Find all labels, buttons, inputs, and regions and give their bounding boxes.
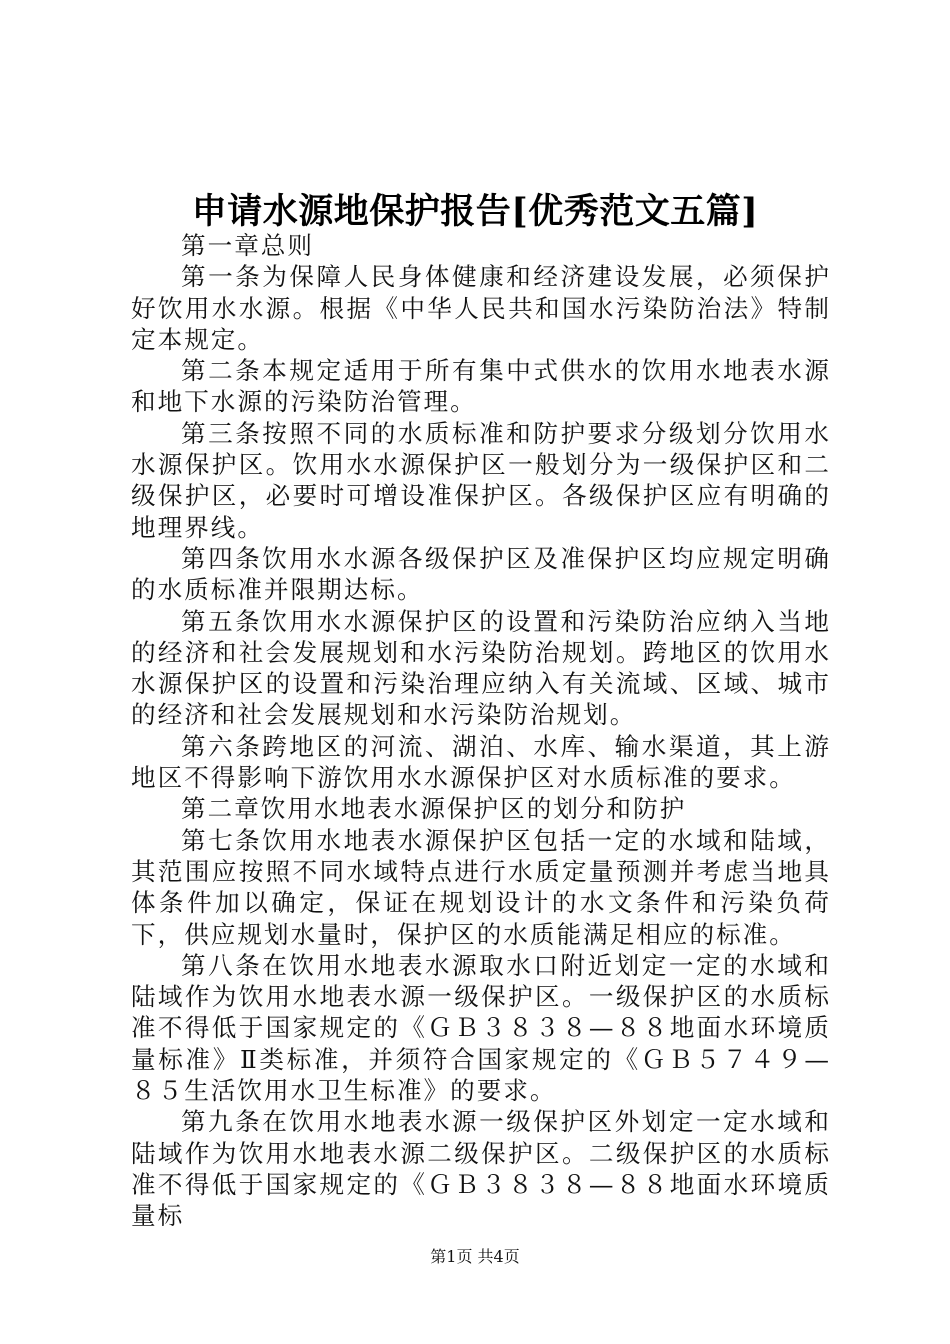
- article-paragraph: 第四条饮用水水源各级保护区及准保护区均应规定明确的水质标准并限期达标。: [131, 543, 831, 605]
- article-paragraph: 第八条在饮用水地表水源取水口附近划定一定的水域和陆域作为饮用水地表水源一级保护区。一级保护区的水质标准不得低于国家规定的《ＧＢ３８３８—８８地面水环境质量标准》Ⅱ类标准，并须符合国家规定的《ＧＢ５７４９—８５生活饮用水卫生标准》的要求。: [131, 950, 831, 1106]
- chapter-heading: 第二章饮用水地表水源保护区的划分和防护: [181, 794, 687, 824]
- article-paragraph: 第三条按照不同的水质标准和防护要求分级划分饮用水水源保护区。饮用水水源保护区一般划分为一级保护区和二级保护区，必要时可增设准保护区。各级保护区应有明确的地理界线。: [131, 418, 831, 542]
- document-body: [131, 230, 831, 1232]
- article-paragraph: 第五条饮用水水源保护区的设置和污染防治应纳入当地的经济和社会发展规划和水污染防治规划。跨地区的饮用水水源保护区的设置和污染治理应纳入有关流域、区域、城市的经济和社会发展规划和水污染防治规划。: [131, 606, 831, 730]
- article-paragraph: 第一条为保障人民身体健康和经济建设发展，必须保护好饮用水水源。根据《中华人民共和国水污染防治法》特制定本规定。: [131, 262, 831, 354]
- page-footer: 第1页 共4页: [430, 1247, 520, 1266]
- article-paragraph: 第二条本规定适用于所有集中式供水的饮用水地表水源和地下水源的污染防治管理。: [131, 356, 831, 417]
- chapter-heading: 第一章总则: [181, 231, 314, 260]
- document-title: 申请水源地保护报告[优秀范文五篇]: [191, 191, 759, 232]
- article-paragraph: 第七条饮用水地表水源保护区包括一定的水域和陆域，其范围应按照不同水域特点进行水质定量预测并考虑当地具体条件加以确定，保证在规划设计的水文条件和污染负荷下，供应规划水量时，保护区的水质能满足相应的标准。: [131, 825, 831, 949]
- article-paragraph: 第六条跨地区的河流、湖泊、水库、输水渠道，其上游地区不得影响下游饮用水水源保护区对水质标准的要求。: [131, 731, 831, 793]
- article-paragraph: 第九条在饮用水地表水源一级保护区外划定一定水域和陆域作为饮用水地表水源二级保护区。二级保护区的水质标准不得低于国家规定的《ＧＢ３８３８—８８地面水环境质量标: [131, 1107, 831, 1231]
